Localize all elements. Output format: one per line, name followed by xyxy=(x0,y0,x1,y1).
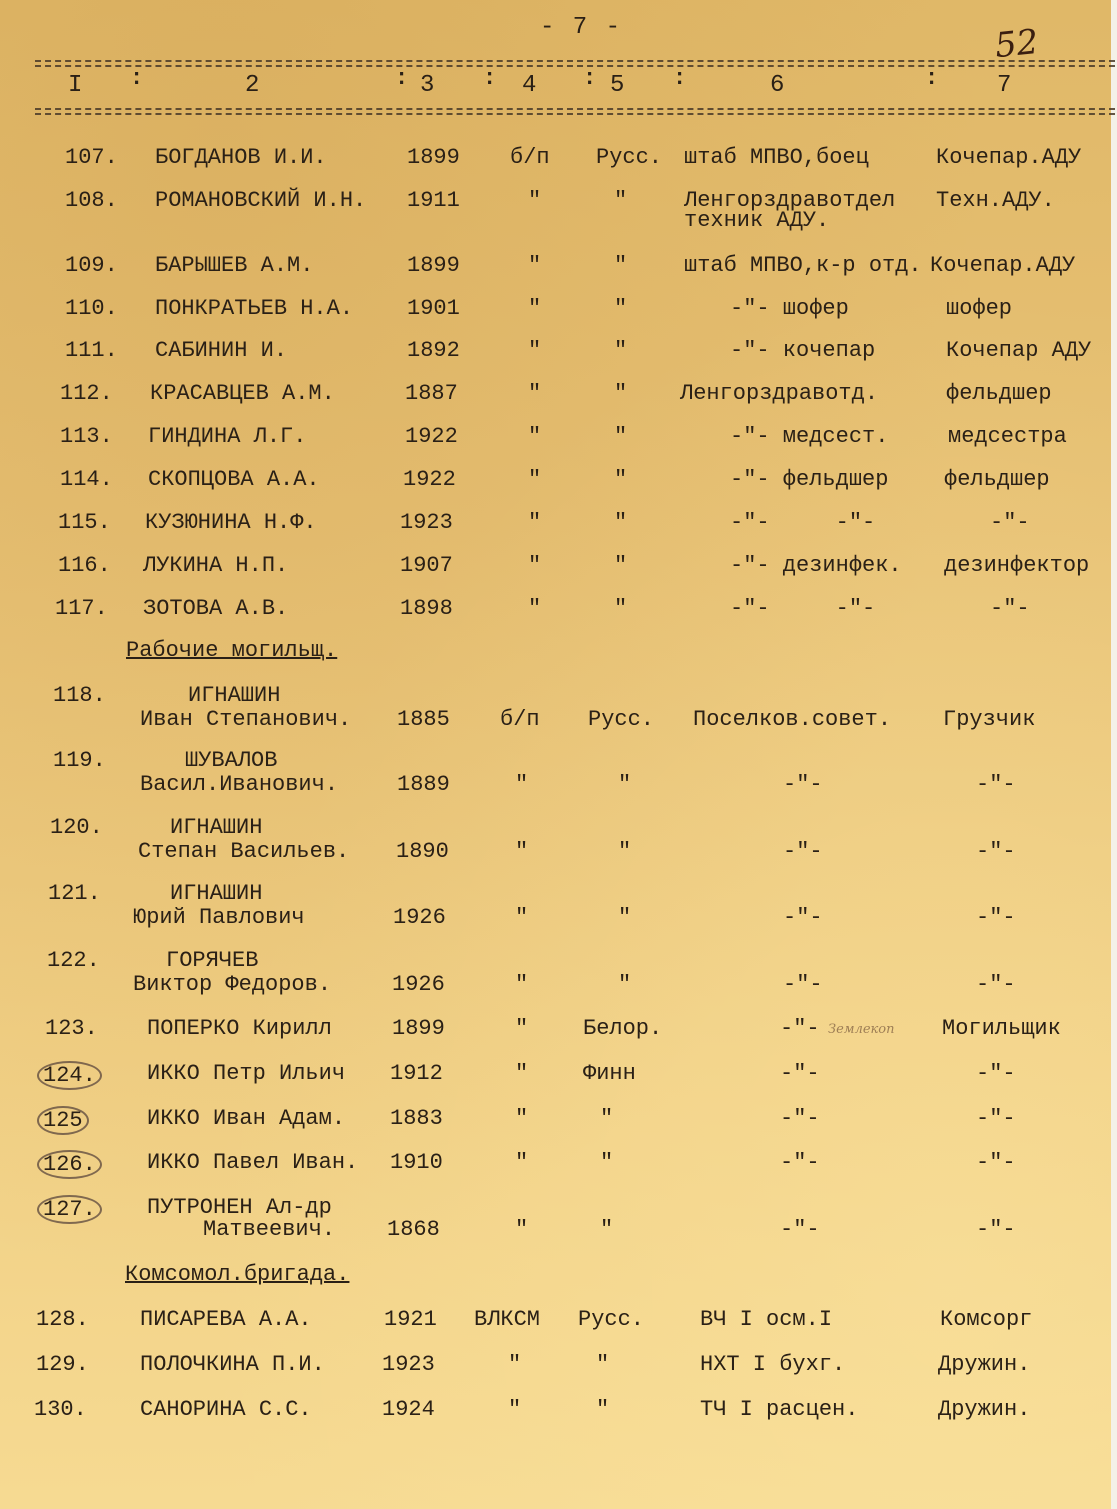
row-number: 128. xyxy=(36,1307,89,1332)
table-row xyxy=(0,1150,1117,1190)
table-row xyxy=(0,510,1117,550)
person-name: САНОРИНА С.С. xyxy=(140,1397,312,1422)
table-row xyxy=(0,748,1117,808)
workplace: -"- xyxy=(780,1150,820,1175)
person-surname: ГОРЯЧЕВ xyxy=(166,948,259,973)
table-row xyxy=(0,596,1117,636)
workplace: -"- xyxy=(783,772,823,797)
workplace: -"- -"- xyxy=(730,510,876,535)
person-name: ПОЛОЧКИНА П.И. xyxy=(140,1352,325,1377)
workplace: -"- медсест. xyxy=(730,424,889,449)
birth-year: 1923 xyxy=(382,1352,435,1377)
party-status: б/п xyxy=(510,145,550,170)
birth-year: 1912 xyxy=(390,1061,443,1086)
birth-year: 1887 xyxy=(405,381,458,406)
workplace: -"- кочепар xyxy=(730,338,876,363)
row-number-circled: 127. xyxy=(37,1195,102,1224)
nationality: Русс. xyxy=(588,707,655,732)
handwritten-annotation: Землекоп xyxy=(828,1022,895,1037)
workplace: ВЧ I осм.I xyxy=(700,1307,833,1332)
person-given-names: Степан Васильев. xyxy=(138,839,350,864)
workplace: -"- -"- xyxy=(730,596,876,621)
workplace: -"- xyxy=(783,972,823,997)
birth-year: 1924 xyxy=(382,1397,435,1422)
nationality: " xyxy=(614,381,628,406)
person-name: ПИСАРЕВА А.А. xyxy=(140,1307,312,1332)
row-number: 115. xyxy=(58,510,111,535)
nationality: Финн xyxy=(583,1061,636,1086)
archive-sheet-number: 52 xyxy=(993,21,1041,67)
row-number: 111. xyxy=(65,338,118,363)
person-surname: ИГНАШИН xyxy=(188,683,281,708)
position: Дружин. xyxy=(938,1397,1031,1422)
row-number: 117. xyxy=(55,596,108,621)
row-number: 120. xyxy=(50,815,103,840)
person-given-names: Васил.Иванович. xyxy=(140,772,339,797)
row-number: 112. xyxy=(60,381,113,406)
table-row xyxy=(0,1195,1117,1255)
column-separator: : xyxy=(395,66,409,91)
workplace: ТЧ I расцен. xyxy=(700,1397,859,1422)
row-number: 116. xyxy=(58,553,111,578)
position: -"- xyxy=(976,1061,1016,1086)
table-row xyxy=(0,1307,1117,1347)
table-row xyxy=(0,381,1117,421)
person-name: КРАСАВЦЕВ А.М. xyxy=(150,381,335,406)
party-status: " xyxy=(528,188,542,213)
party-status: " xyxy=(528,553,542,578)
nationality: " xyxy=(596,1397,610,1422)
nationality: " xyxy=(614,510,628,535)
nationality: " xyxy=(614,596,628,621)
workplace: НХТ I бухг. xyxy=(700,1352,846,1377)
header-rule-top xyxy=(35,60,1115,67)
position: Могильщик xyxy=(942,1016,1061,1041)
row-number: 113. xyxy=(60,424,113,449)
nationality: " xyxy=(600,1217,614,1242)
birth-year: 1899 xyxy=(392,1016,445,1041)
person-name: ИККО Иван Адам. xyxy=(147,1106,346,1131)
nationality: " xyxy=(614,253,628,278)
workplace: Поселков.совет. xyxy=(693,707,892,732)
birth-year: 1889 xyxy=(397,772,450,797)
party-status: " xyxy=(515,772,529,797)
birth-year: 1899 xyxy=(407,253,460,278)
nationality: " xyxy=(618,972,632,997)
column-separator: : xyxy=(483,66,497,91)
workplace: -"- фельдшер xyxy=(730,467,889,492)
table-row xyxy=(0,1106,1117,1146)
person-name: САБИНИН И. xyxy=(155,338,288,363)
column-header-4: 4 xyxy=(522,72,537,99)
page-number: - 7 - xyxy=(540,14,623,41)
column-separator: : xyxy=(130,66,144,91)
person-given-names: Иван Степанович. xyxy=(140,707,352,732)
birth-year: 1910 xyxy=(390,1150,443,1175)
workplace: штаб МПВО,боец xyxy=(684,145,869,170)
nationality: " xyxy=(618,839,632,864)
table-row xyxy=(0,296,1117,336)
party-status: " xyxy=(515,1061,529,1086)
person-name: ЛУКИНА Н.П. xyxy=(143,553,289,578)
person-given-names: Виктор Федоров. xyxy=(133,972,332,997)
position: -"- xyxy=(990,596,1030,621)
birth-year: 1921 xyxy=(384,1307,437,1332)
party-status: " xyxy=(515,1016,529,1041)
birth-year: 1890 xyxy=(396,839,449,864)
party-status: " xyxy=(515,1106,529,1131)
table-row xyxy=(0,1397,1117,1437)
person-name: ИККО Петр Ильич xyxy=(147,1061,346,1086)
person-name: ЗОТОВА А.В. xyxy=(143,596,289,621)
table-row xyxy=(0,188,1117,233)
birth-year: 1926 xyxy=(393,905,446,930)
column-header-3: 3 xyxy=(420,72,435,99)
table-row xyxy=(0,881,1117,941)
party-status: " xyxy=(528,381,542,406)
row-number: 121. xyxy=(48,881,101,906)
table-row xyxy=(0,1352,1117,1392)
person-name: БОГДАНОВ И.И. xyxy=(155,145,327,170)
party-status: " xyxy=(508,1397,522,1422)
position: Техн.АДУ. xyxy=(936,188,1055,213)
column-separator: : xyxy=(583,66,597,91)
party-status: " xyxy=(528,467,542,492)
party-status: " xyxy=(528,596,542,621)
table-row xyxy=(0,683,1117,743)
row-number: 123. xyxy=(45,1016,98,1041)
birth-year: 1926 xyxy=(392,972,445,997)
position: Кочепар.АДУ xyxy=(936,145,1082,170)
table-row xyxy=(0,1016,1117,1056)
row-number-circled: 125 xyxy=(37,1106,89,1135)
column-header-2: 2 xyxy=(245,72,260,99)
table-row xyxy=(0,253,1117,293)
row-number: 130. xyxy=(34,1397,87,1422)
person-name: КУЗЮНИНА Н.Ф. xyxy=(145,510,317,535)
party-status: " xyxy=(515,1150,529,1175)
party-status: б/п xyxy=(500,707,540,732)
party-status: " xyxy=(515,972,529,997)
row-number-circled: 124. xyxy=(37,1061,102,1090)
position: Грузчик xyxy=(943,707,1036,732)
table-row xyxy=(0,424,1117,464)
row-number: 129. xyxy=(36,1352,89,1377)
position: -"- xyxy=(976,972,1016,997)
nationality: " xyxy=(600,1106,614,1131)
party-status: " xyxy=(528,424,542,449)
birth-year: 1907 xyxy=(400,553,453,578)
column-separator: : xyxy=(925,66,939,91)
section-title-gravediggers: Рабочие могильщ. xyxy=(126,638,338,663)
position: -"- xyxy=(976,1150,1016,1175)
workplace: -"- xyxy=(780,1217,820,1242)
birth-year: 1892 xyxy=(407,338,460,363)
section-title-komsomol-brigade: Комсомол.бригада. xyxy=(125,1262,350,1287)
person-surname: ИГНАШИН xyxy=(170,815,263,840)
nationality: " xyxy=(596,1352,610,1377)
birth-year: 1922 xyxy=(403,467,456,492)
position: шофер xyxy=(946,296,1013,321)
position: -"- xyxy=(976,1217,1016,1242)
row-number: 118. xyxy=(53,683,106,708)
position: -"- xyxy=(976,839,1016,864)
birth-year: 1885 xyxy=(397,707,450,732)
person-surname: ПУТРОНЕН Ал-др xyxy=(147,1195,332,1220)
row-number: 114. xyxy=(60,467,113,492)
person-name: БАРЫШЕВ А.М. xyxy=(155,253,314,278)
position: фельдшер xyxy=(946,381,1052,406)
position: -"- xyxy=(976,905,1016,930)
workplace: -"- xyxy=(780,1106,820,1131)
person-name: РОМАНОВСКИЙ И.Н. xyxy=(155,188,367,213)
position: Кочепар АДУ xyxy=(946,338,1092,363)
person-surname: ШУВАЛОВ xyxy=(185,748,278,773)
birth-year: 1868 xyxy=(387,1217,440,1242)
position: дезинфектор xyxy=(944,553,1090,578)
person-given-names: Юрий Павлович xyxy=(133,905,305,930)
column-header-5: 5 xyxy=(610,72,625,99)
column-header-7: 7 xyxy=(997,72,1012,99)
table-row xyxy=(0,1061,1117,1101)
row-number: 109. xyxy=(65,253,118,278)
position: фельдшер xyxy=(944,467,1050,492)
table-row xyxy=(0,553,1117,593)
birth-year: 1911 xyxy=(407,188,460,213)
row-number: 119. xyxy=(53,748,106,773)
nationality: " xyxy=(600,1150,614,1175)
row-number: 122. xyxy=(47,948,100,973)
person-name: ПОНКРАТЬЕВ Н.А. xyxy=(155,296,354,321)
nationality: " xyxy=(618,772,632,797)
party-status: " xyxy=(508,1352,522,1377)
table-row xyxy=(0,467,1117,507)
nationality: " xyxy=(614,188,628,213)
party-status: " xyxy=(528,510,542,535)
workplace: штаб МПВО,к-р отд. xyxy=(684,253,922,278)
birth-year: 1901 xyxy=(407,296,460,321)
person-patronymic: Матвеевич. xyxy=(203,1217,336,1242)
person-surname: ИГНАШИН xyxy=(170,881,263,906)
table-row xyxy=(0,338,1117,378)
position: медсестра xyxy=(948,424,1067,449)
workplace: -"- шофер xyxy=(730,296,849,321)
person-name: ПОПЕРКО Кирилл xyxy=(147,1016,332,1041)
row-number-circled: 126. xyxy=(37,1150,102,1179)
birth-year: 1922 xyxy=(405,424,458,449)
workplace: Ленгорздравотдел xyxy=(684,188,896,213)
nationality: " xyxy=(614,467,628,492)
position: Дружин. xyxy=(938,1352,1031,1377)
person-name: СКОПЦОВА А.А. xyxy=(148,467,320,492)
nationality: " xyxy=(614,424,628,449)
workplace: -"- дезинфек. xyxy=(730,553,902,578)
party-status: " xyxy=(528,253,542,278)
nationality: " xyxy=(614,338,628,363)
nationality: Русс. xyxy=(596,145,663,170)
party-status: " xyxy=(515,905,529,930)
table-row xyxy=(0,815,1117,875)
birth-year: 1883 xyxy=(390,1106,443,1131)
workplace: Ленгорздравотд. xyxy=(680,381,879,406)
row-number: 110. xyxy=(65,296,118,321)
nationality: " xyxy=(614,296,628,321)
party-status: ВЛКСМ xyxy=(474,1307,541,1332)
nationality: " xyxy=(618,905,632,930)
person-name: ГИНДИНА Л.Г. xyxy=(148,424,307,449)
party-status: " xyxy=(515,1217,529,1242)
position: -"- xyxy=(976,772,1016,797)
header-rule-bottom xyxy=(35,108,1115,115)
workplace: -"- xyxy=(780,1016,820,1041)
nationality: Русс. xyxy=(578,1307,645,1332)
birth-year: 1923 xyxy=(400,510,453,535)
position: Комсорг xyxy=(940,1307,1033,1332)
column-header-1: I xyxy=(68,72,83,99)
table-row xyxy=(0,948,1117,1008)
workplace: -"- xyxy=(783,839,823,864)
row-number: 107. xyxy=(65,145,118,170)
nationality: Белор. xyxy=(583,1016,663,1041)
position: -"- xyxy=(990,510,1030,535)
nationality: " xyxy=(614,553,628,578)
party-status: " xyxy=(528,338,542,363)
birth-year: 1898 xyxy=(400,596,453,621)
position: Кочепар.АДУ xyxy=(930,253,1076,278)
position: -"- xyxy=(976,1106,1016,1131)
row-number: 108. xyxy=(65,188,118,213)
workplace: -"- xyxy=(780,1061,820,1086)
party-status: " xyxy=(528,296,542,321)
workplace-line2: техник АДУ. xyxy=(684,208,830,233)
workplace: -"- xyxy=(783,905,823,930)
column-header-6: 6 xyxy=(770,72,785,99)
person-name: ИККО Павел Иван. xyxy=(147,1150,359,1175)
table-row xyxy=(0,145,1117,185)
column-separator: : xyxy=(673,66,687,91)
party-status: " xyxy=(515,839,529,864)
birth-year: 1899 xyxy=(407,145,460,170)
